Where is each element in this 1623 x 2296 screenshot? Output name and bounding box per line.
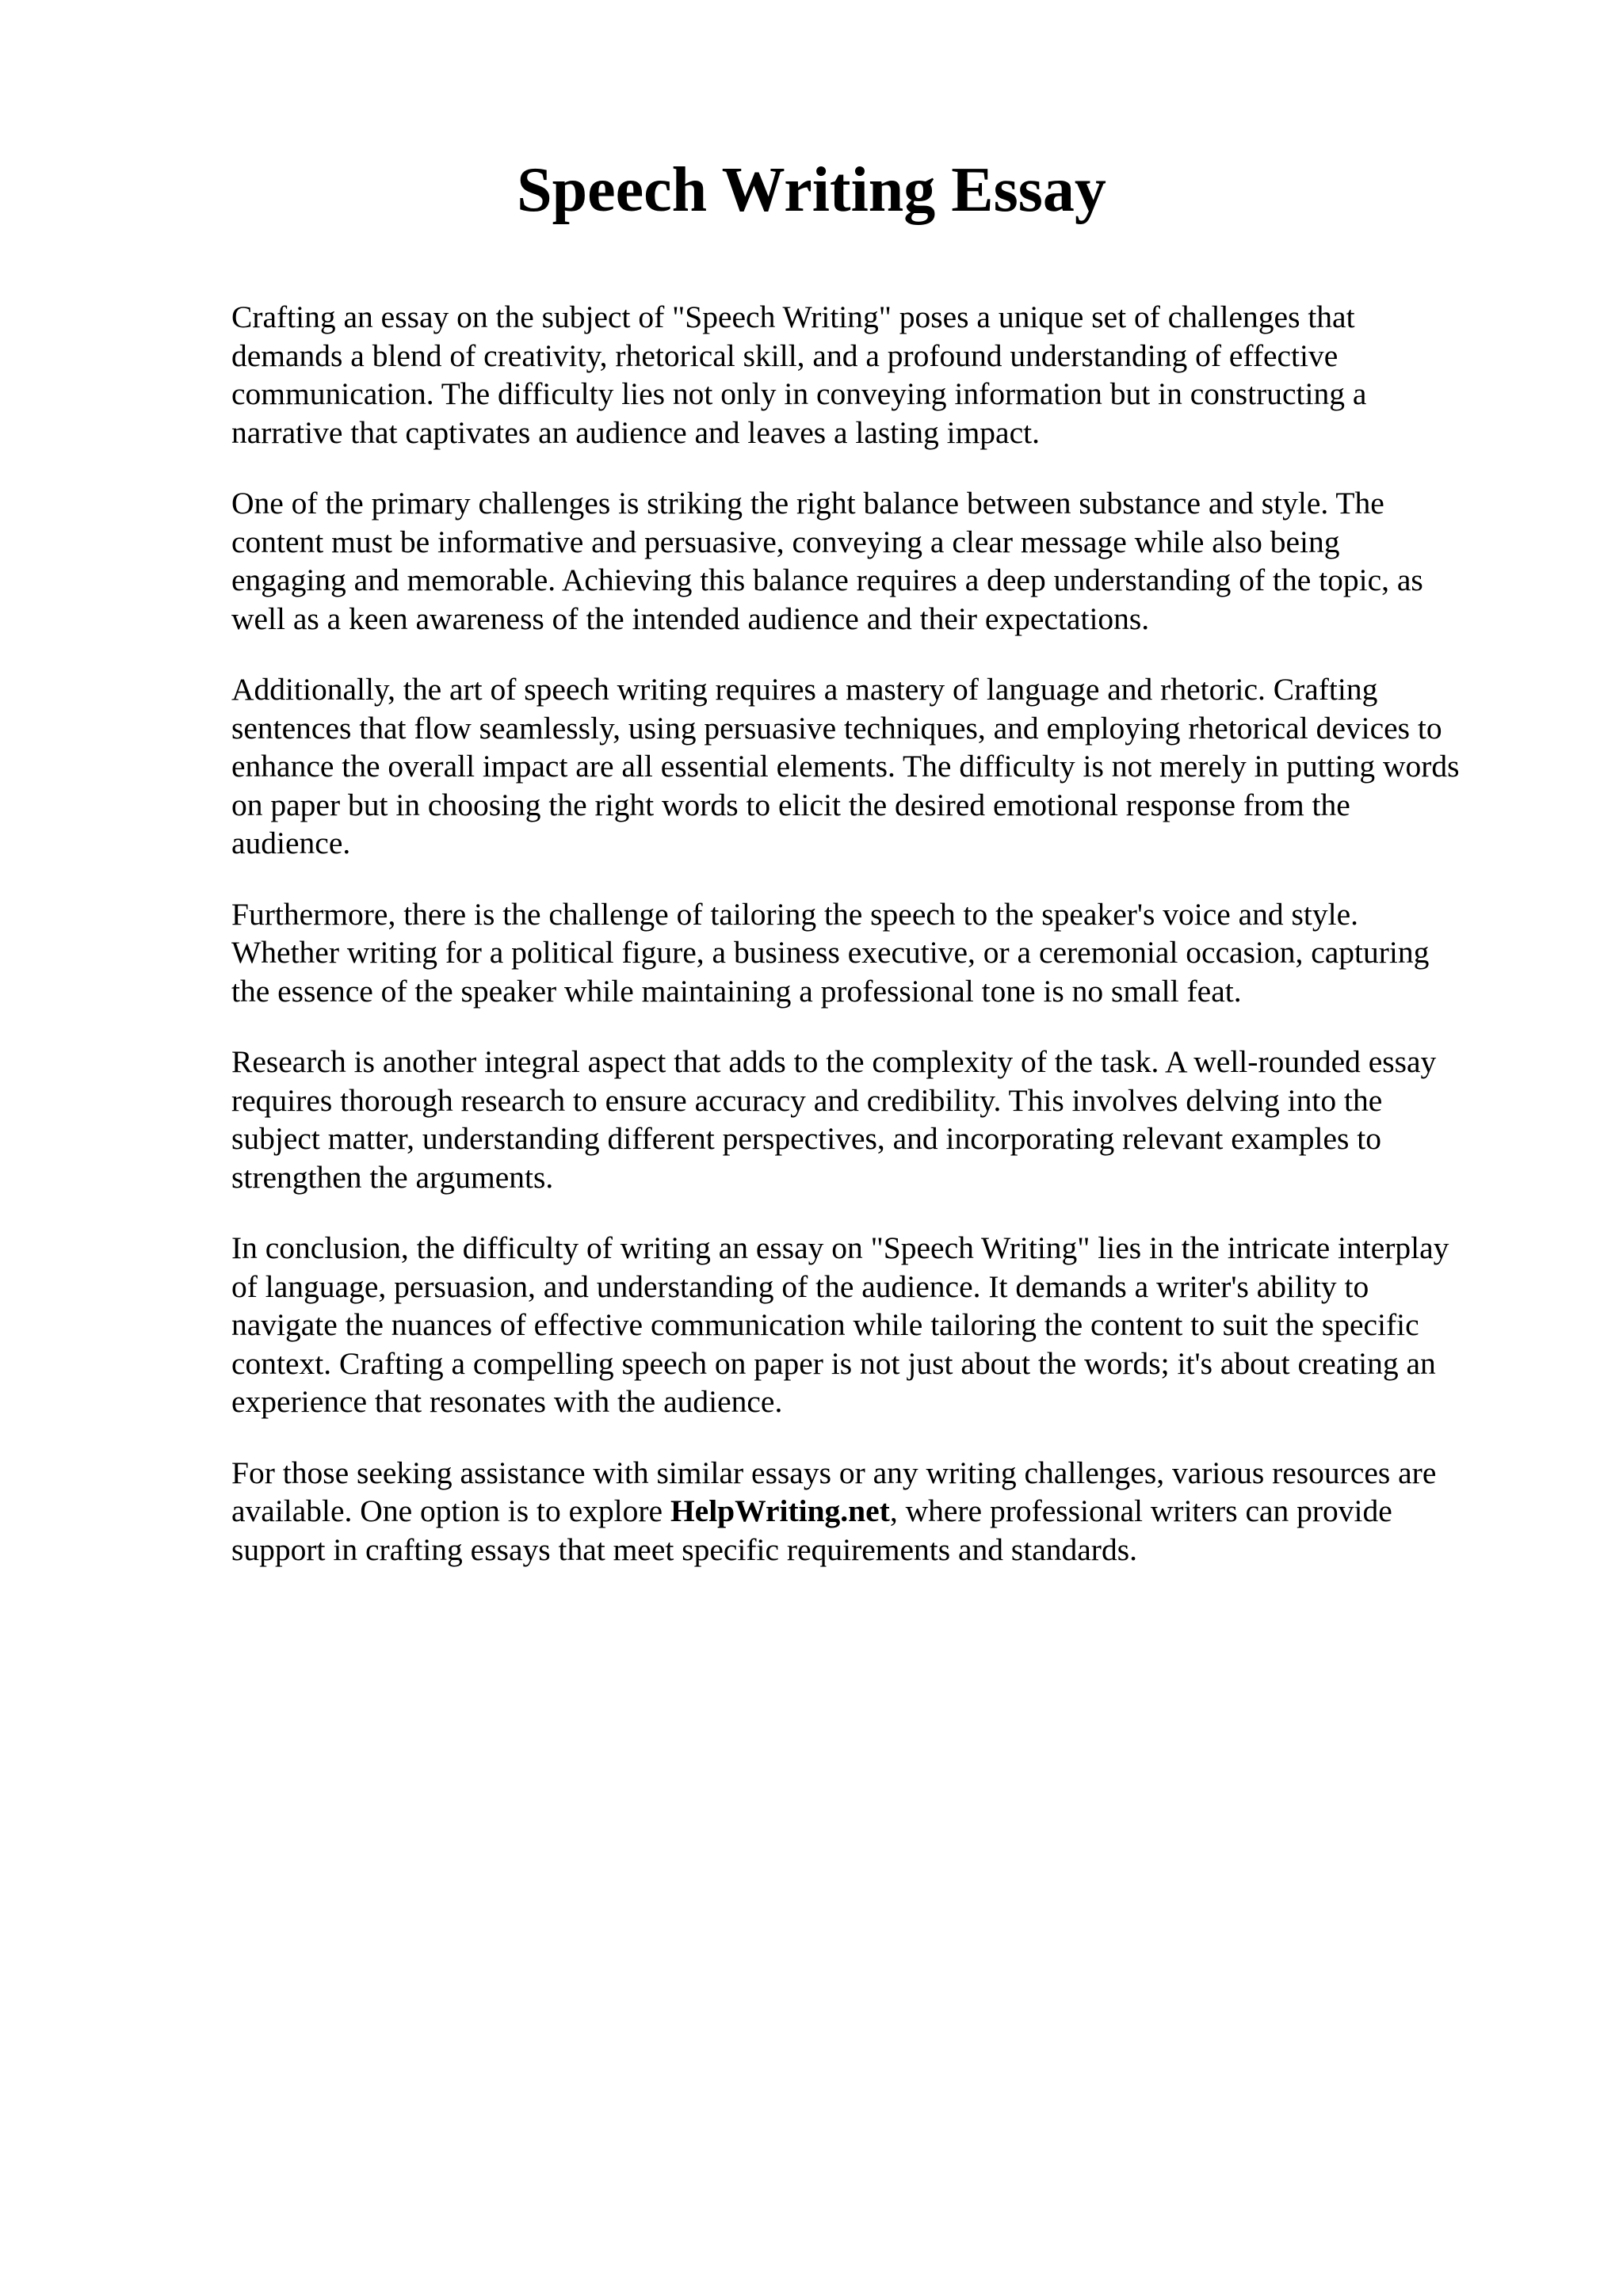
paragraph-line: demands a blend of creativity, rhetorical skill, and a profound understanding of effective <box>231 338 1338 373</box>
paragraph-line: In conclusion, the difficulty of writing an essay on "Speech Writing" lies in the intricate interplay <box>231 1230 1449 1265</box>
paragraph-line: the essence of the speaker while maintaining a professional tone is no small feat. <box>231 973 1242 1009</box>
paragraph-line: Furthermore, there is the challenge of tailoring the speech to the speaker's voice and style. <box>231 896 1359 932</box>
paragraph-line: Crafting an essay on the subject of "Speech Writing" poses a unique set of challenges that <box>231 299 1355 334</box>
closing-text-after-link: , where professional writers can provide <box>889 1493 1392 1528</box>
paragraph-3 <box>231 670 1531 863</box>
paragraph-6 <box>231 1229 1531 1421</box>
closing-paragraph <box>231 1454 1531 1569</box>
essay-body <box>231 298 1531 1601</box>
paragraph-4 <box>231 895 1531 1011</box>
paragraph-line: Whether writing for a political figure, a business executive, or a ceremonial occasion, capturing <box>231 935 1430 970</box>
closing-text-before-link: available. One option is to explore <box>231 1493 670 1528</box>
paragraph-line: subject matter, understanding different perspectives, and incorporating relevant examples to <box>231 1121 1382 1156</box>
paragraph-line: narrative that captivates an audience and leaves a lasting impact. <box>231 414 1040 450</box>
paragraph-5 <box>231 1043 1531 1196</box>
paragraph-line: on paper but in choosing the right words to elicit the desired emotional response from the <box>231 787 1350 822</box>
paragraph-line: requires thorough research to ensure accuracy and credibility. This involves delving into the <box>231 1082 1383 1118</box>
paragraph-2 <box>231 484 1531 638</box>
paragraph-line: For those seeking assistance with similar essays or any writing challenges, various resources are <box>231 1455 1437 1490</box>
helpwriting-link[interactable]: HelpWriting.net <box>670 1493 890 1528</box>
paragraph-line: enhance the overall impact are all essential elements. The difficulty is not merely in putting words <box>231 749 1460 784</box>
paragraph-line: well as a keen awareness of the intended audience and their expectations. <box>231 601 1150 636</box>
paragraph-line: experience that resonates with the audience. <box>231 1384 783 1419</box>
paragraph-line: Additionally, the art of speech writing requires a mastery of language and rhetoric. Crafting <box>231 672 1378 707</box>
paragraph-line: of language, persuasion, and understanding of the audience. It demands a writer's ability to <box>231 1268 1369 1304</box>
paragraph-1 <box>231 298 1531 452</box>
paragraph-line: context. Crafting a compelling speech on paper is not just about the words; it's about creating an <box>231 1345 1436 1381</box>
paragraph-line: One of the primary challenges is striking the right balance between substance and style. The <box>231 486 1384 521</box>
paragraph-line: strengthen the arguments. <box>231 1159 554 1195</box>
paragraph-line: sentences that flow seamlessly, using persuasive techniques, and employing rhetorical devices to <box>231 710 1442 746</box>
paragraph-line <box>231 1492 1531 1531</box>
paragraph-line: audience. <box>231 826 351 860</box>
paragraph-line: engaging and memorable. Achieving this balance requires a deep understanding of the topic, as <box>231 563 1423 597</box>
paragraph-line: communication. The difficulty lies not only in conveying information but in constructing a <box>231 376 1367 411</box>
paragraph-line: support in crafting essays that meet specific requirements and standards. <box>231 1531 1137 1567</box>
paragraph-line: Research is another integral aspect that adds to the complexity of the task. A well-rounded essay <box>231 1044 1437 1079</box>
paragraph-line: content must be informative and persuasive, conveying a clear message while also being <box>231 524 1340 559</box>
paragraph-line: navigate the nuances of effective communication while tailoring the content to suit the specific <box>231 1307 1419 1342</box>
page-title: Speech Writing Essay <box>517 155 1106 225</box>
